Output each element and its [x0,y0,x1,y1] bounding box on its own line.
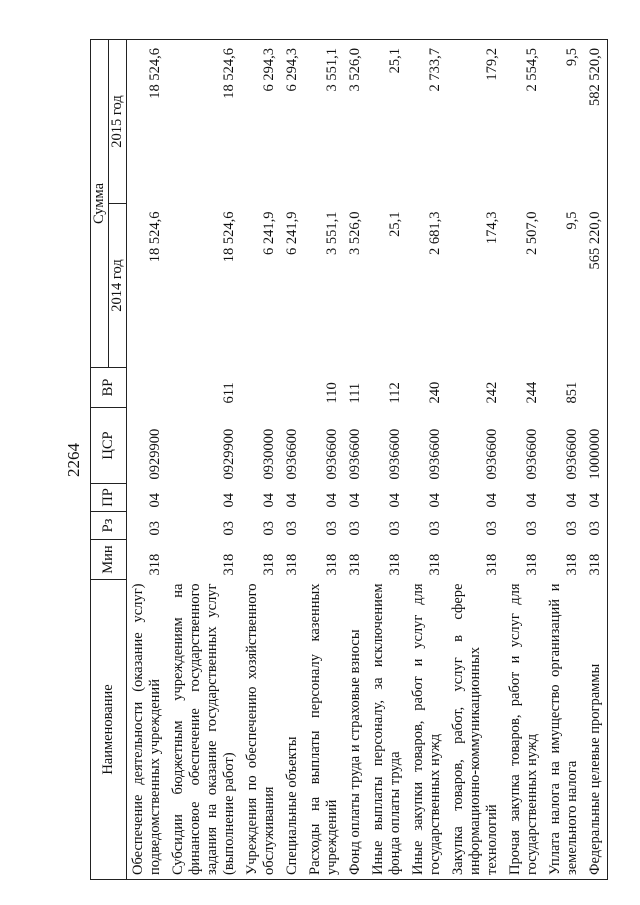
row-pr: 04 [221,493,237,508]
row-sum-2015: 6 294,3 [281,40,304,204]
row-min: 318 [324,553,340,576]
row-sum-2015: 179,2 [447,40,504,204]
header-pr: ПР [91,484,127,512]
row-name: Специальные объекты [281,580,304,880]
row-rz: 03 [347,521,363,536]
table-row [344,40,367,880]
row-vr: 242 [484,381,500,404]
table-row [241,40,281,880]
row-min: 318 [221,553,237,576]
row-sum-2014: 2 681,3 [427,211,443,255]
row-rz: 03 [524,521,540,536]
row-sum-2014: 2 507,0 [524,211,540,255]
row-name: Прочая закупка товаров, работ и услуг для государственных нужд [504,580,544,880]
header-2015: 2015 год [109,40,127,204]
row-pr: 04 [284,493,300,508]
budget-table [90,39,608,880]
row-vr: 240 [427,381,443,404]
row-csr: 1000000 [584,408,608,484]
row-pr: 04 [584,484,608,512]
row-min: 318 [147,553,163,576]
row-min: 318 [564,553,580,576]
row-sum-2015: 18 524,6 [167,40,241,204]
row-csr: 0936600 [427,428,443,480]
row-pr: 04 [347,493,363,508]
row-pr: 04 [427,493,443,508]
row-min: 318 [261,553,277,576]
row-rz: 03 [261,521,277,536]
header-csr: ЦСР [91,408,127,484]
row-vr [584,368,608,408]
row-sum-2015: 3 551,1 [304,40,344,204]
row-name: Иные выплаты персоналу, за исключением фонда оплаты труда [367,580,407,880]
row-rz: 03 [484,521,500,536]
row-pr: 04 [324,493,340,508]
row-name: Иные закупки товаров, работ и услуг для государственных нужд [407,580,447,880]
row-rz: 03 [284,521,300,536]
row-sum-2015: 2 733,7 [407,40,447,204]
row-csr: 0936600 [564,428,580,480]
row-vr: 112 [387,382,403,404]
row-sum-2015: 25,1 [367,40,407,204]
row-csr: 0929900 [221,428,237,480]
row-rz: 03 [387,521,403,536]
row-min: 318 [484,553,500,576]
row-vr: 110 [324,382,340,404]
table-row [127,40,168,880]
row-name: Федеральные целевые программы [584,580,608,880]
page-number: 2264 [64,443,83,477]
row-name: Обеспечение деятельности (оказание услуг) подведомственных учреждений [127,580,168,880]
row-pr: 04 [484,493,500,508]
rotated-page [62,40,622,880]
row-vr [281,368,304,408]
header-sum: Сумма [91,40,109,368]
row-rz: 03 [584,512,608,540]
row-pr: 04 [564,493,580,508]
table-row [167,40,241,880]
row-min: 318 [347,553,363,576]
table-body [127,40,608,880]
row-csr: 0936600 [284,428,300,480]
row-pr: 04 [147,493,163,508]
table-row [584,40,608,880]
row-csr: 0936600 [347,428,363,480]
row-vr [241,368,281,408]
row-min: 318 [427,553,443,576]
row-sum-2014: 174,3 [484,211,500,245]
table-header [91,40,127,880]
row-min: 318 [524,553,540,576]
row-name: Фонд оплаты труда и страховые взносы [344,580,367,880]
header-2014: 2014 год [109,204,127,368]
row-pr: 04 [387,493,403,508]
row-csr: 0936600 [484,428,500,480]
row-name: Закупка товаров, работ, услуг в сфере информационно-коммуникационных технологий [447,580,504,880]
row-name: Уплата налога на имущество организаций и земельного налога [544,580,584,880]
row-rz: 03 [221,521,237,536]
row-vr: 111 [347,382,363,404]
header-min: Мин [91,540,127,580]
row-rz: 03 [147,521,163,536]
row-rz: 03 [427,521,443,536]
row-csr: 0936600 [524,428,540,480]
row-sum-2014: 18 524,6 [221,211,237,263]
header-vr: ВР [91,368,127,408]
row-sum-2014: 3 551,1 [324,211,340,255]
row-name: Расходы на выплаты персоналу казенных учреждений [304,580,344,880]
row-sum-2015: 6 294,3 [241,40,281,204]
row-sum-2015: 3 526,0 [344,40,367,204]
table-row [304,40,344,880]
header-rz: Рз [91,512,127,540]
row-sum-2014: 3 526,0 [347,211,363,255]
row-csr: 0936600 [387,428,403,480]
row-pr: 04 [261,493,277,508]
row-pr: 04 [524,493,540,508]
row-sum-2014: 565 220,0 [584,204,608,368]
row-sum-2014: 6 241,9 [284,211,300,255]
row-sum-2015: 9,5 [544,40,584,204]
row-sum-2015: 2 554,5 [504,40,544,204]
row-name: Субсидии бюджетным учреждениям на финансовое обеспечение государственного задания на оказание государственных услуг (выполнение работ) [167,580,241,880]
row-csr: 0936600 [324,428,340,480]
row-sum-2015: 18 524,6 [127,40,168,204]
header-name: Наименование [91,580,127,880]
row-sum-2014: 25,1 [387,211,403,237]
row-sum-2015: 582 520,0 [584,40,608,204]
row-csr: 0930000 [261,428,277,480]
row-rz: 03 [564,521,580,536]
row-vr: 611 [221,382,237,404]
row-vr: 244 [524,381,540,404]
row-min: 318 [584,540,608,580]
row-min: 318 [387,553,403,576]
table-row [447,40,504,880]
table-row [504,40,544,880]
row-sum-2014: 6 241,9 [261,211,277,255]
row-csr: 0929900 [147,428,163,480]
row-name: Учреждения по обеспечению хозяйственного обслуживания [241,580,281,880]
row-sum-2014: 18 524,6 [147,211,163,263]
table-row [544,40,584,880]
table-row [367,40,407,880]
row-sum-2014: 9,5 [564,211,580,230]
row-vr [127,368,168,408]
table-row [407,40,447,880]
table-row [281,40,304,880]
row-rz: 03 [324,521,340,536]
row-vr: 851 [564,381,580,404]
row-min: 318 [284,553,300,576]
